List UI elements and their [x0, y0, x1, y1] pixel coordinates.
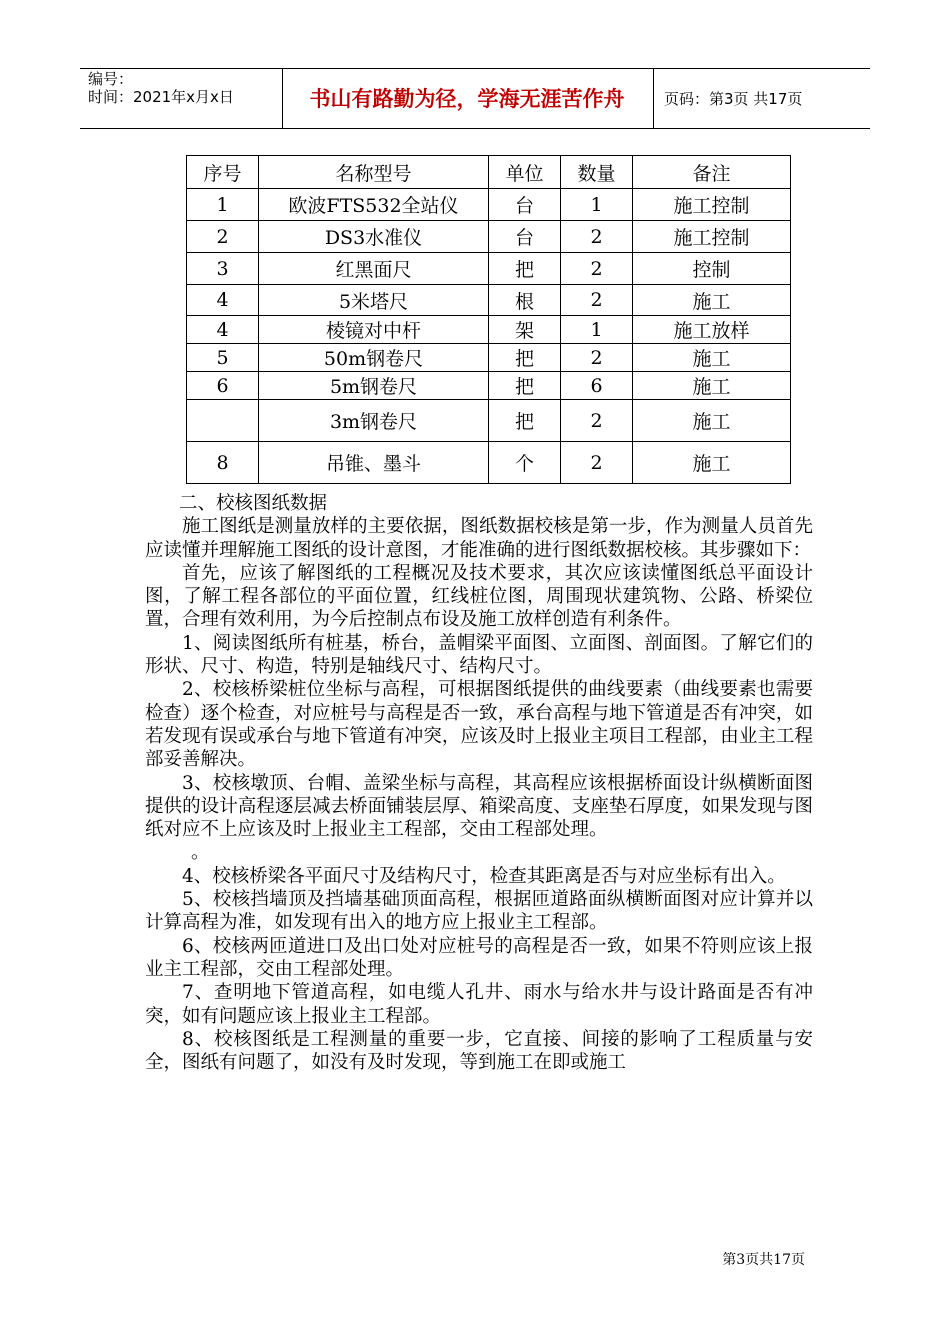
cell-no: 1	[187, 189, 259, 221]
header-page-number: 页码：第3页 共17页	[664, 89, 803, 108]
paragraph: 施工图纸是测量放样的主要依据，图纸数据校核是第一步，作为测量人员首先应读懂并理解施工图纸的设计意图，才能准确的进行图纸数据校核。其步骤如下：	[145, 516, 813, 561]
header-divider-right	[653, 68, 654, 128]
cell-name: 红黑面尺	[259, 253, 489, 285]
table-row	[187, 285, 791, 316]
cell-unit: 把	[489, 253, 561, 285]
paragraph: 3、校核墩顶、台帽、盖梁坐标与高程，其高程应该根据桥面设计纵横断面图提供的设计高程逐层减去桥面铺装层厚、箱梁高度、支座垫石厚度，如果发现与图纸对应不上应该及时上报业主工程部，交由工程部处理。	[145, 772, 813, 841]
section-heading: 二、校核图纸数据	[179, 493, 328, 514]
cell-note: 施工控制	[633, 221, 791, 253]
header-cell-note: 备注	[633, 156, 791, 189]
cell-unit: 台	[489, 189, 561, 221]
paragraph: 1、阅读图纸所有桩基，桥台，盖帽梁平面图、立面图、剖面图。了解它们的形状、尺寸、构造，特别是轴线尺寸、结构尺寸。	[145, 632, 813, 678]
cell-unit: 把	[489, 372, 561, 400]
document-number-label: 编号：	[88, 70, 134, 88]
table-row	[187, 344, 791, 372]
cell-name: 5m钢卷尺	[259, 372, 489, 400]
cell-unit: 把	[489, 400, 561, 442]
paragraph: 8、校核图纸是工程测量的重要一步，它直接、间接的影响了工程质量与安全，图纸有问题了，如没有及时发现，等到施工在即或施工	[145, 1028, 813, 1074]
cell-no: 3	[187, 253, 259, 285]
cell-note: 施工	[633, 372, 791, 400]
cell-qty: 1	[561, 316, 633, 344]
cell-name: 棱镜对中杆	[259, 316, 489, 344]
cell-name: 5米塔尺	[259, 285, 489, 316]
cell-no	[187, 400, 259, 442]
cell-no: 6	[187, 372, 259, 400]
cell-unit: 台	[489, 221, 561, 253]
table-row	[187, 253, 791, 285]
paragraph: 7、查明地下管道高程，如电缆人孔井、雨水与给水井与设计路面是否有冲突，如有问题应该上报业主工程部。	[145, 982, 813, 1027]
cell-note: 施工	[633, 344, 791, 372]
header-cell-unit: 单位	[489, 156, 561, 189]
cell-qty: 2	[561, 442, 633, 484]
header-meta	[88, 70, 278, 106]
cell-unit: 根	[489, 285, 561, 316]
cell-name: 吊锥、墨斗	[259, 442, 489, 484]
paragraph: 6、校核两匝道进口及出口处对应桩号的高程是否一致，如果不符则应该上报业主工程部，交由工程部处理。	[145, 935, 813, 980]
cell-name: 欧波FTS532全站仪	[259, 189, 489, 221]
header-cell-name: 名称型号	[259, 156, 489, 189]
cell-qty: 2	[561, 253, 633, 285]
table-row	[187, 189, 791, 221]
cell-note: 施工	[633, 400, 791, 442]
cell-qty: 2	[561, 344, 633, 372]
header-bottom-rule	[80, 128, 870, 129]
table-row	[187, 221, 791, 253]
cell-unit: 架	[489, 316, 561, 344]
cell-unit: 把	[489, 344, 561, 372]
equipment-table	[186, 155, 791, 484]
header-cell-qty: 数量	[561, 156, 633, 189]
document-date-label: 时间：2021年x月x日	[88, 88, 234, 106]
cell-qty: 2	[561, 221, 633, 253]
table-row	[187, 400, 791, 442]
cell-name: 50m钢卷尺	[259, 344, 489, 372]
cell-no: 2	[187, 221, 259, 253]
table-row	[187, 316, 791, 344]
paragraph: 5、校核挡墙顶及挡墙基础顶面高程，根据匝道路面纵横断面图对应计算并以计算高程为准，如发现有出入的地方应上报业主工程部。	[145, 889, 813, 934]
header-motto: 书山有路勤为径，学海无涯苦作舟	[309, 87, 625, 111]
cell-qty: 1	[561, 189, 633, 221]
cell-note: 施工控制	[633, 189, 791, 221]
footer-page-number: 第3页共17页	[722, 1252, 805, 1268]
paragraph: 2、校核桥梁桩位坐标与高程，可根据图纸提供的曲线要素（曲线要素也需要检查）逐个检查，对应桩号与高程是否一致，承台高程与地下管道是否有冲突，如若发现有误或承台与地下管道有冲突，应该及时上报业主项目工程部，由业主工程部妥善解决。	[145, 679, 813, 771]
cell-note: 施工	[633, 442, 791, 484]
cell-no: 8	[187, 442, 259, 484]
table-row	[187, 442, 791, 484]
body-text	[145, 492, 813, 1074]
cell-no: 4	[187, 285, 259, 316]
cell-no: 4	[187, 316, 259, 344]
table-row	[187, 372, 791, 400]
cell-qty: 2	[561, 285, 633, 316]
cell-name: 3m钢卷尺	[259, 400, 489, 442]
cell-no: 5	[187, 344, 259, 372]
paragraph: 4、校核桥梁各平面尺寸及结构尺寸，检查其距离是否与对应坐标有出入。	[182, 865, 786, 887]
cell-note: 施工放样	[633, 316, 791, 344]
cell-qty: 2	[561, 400, 633, 442]
cell-note: 施工	[633, 285, 791, 316]
paragraph: 首先，应该了解图纸的工程概况及技术要求，其次应该读懂图纸总平面设计图，了解工程各部位的平面位置，红线桩位图，周围现状建筑物、公路、桥梁位置，合理有效利用，为今后控制点布设及施工放样创造有利条件。	[145, 562, 813, 631]
cell-name: DS3水准仪	[259, 221, 489, 253]
stray-period: 。	[191, 842, 210, 864]
header-cell-no: 序号	[187, 156, 259, 189]
cell-note: 控制	[633, 253, 791, 285]
table-header-row	[187, 156, 791, 189]
cell-unit: 个	[489, 442, 561, 484]
cell-qty: 6	[561, 372, 633, 400]
